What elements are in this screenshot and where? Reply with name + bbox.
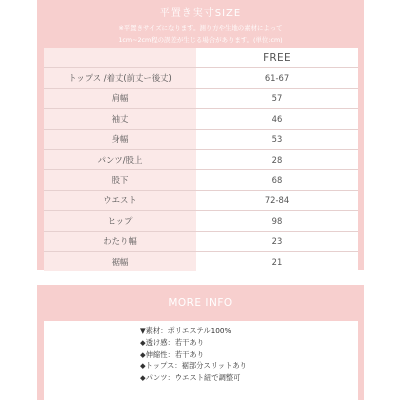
size-note-line-1: ※平置きサイズになります。測り方や生地の素材によって [118,24,283,32]
more-info-item-sheerness: ◆透け感：若干あり [140,337,204,347]
size-row-value: 72-84 [196,190,358,210]
size-table-header-row [44,48,358,68]
size-row-value: 57 [196,88,358,108]
size-row-label: パンツ/股上 [44,149,196,169]
size-row [44,190,358,210]
size-row [44,231,358,251]
size-table-header-blank [44,48,196,68]
more-info-item-stretch: ◆伸縮性：若干あり [140,349,204,359]
more-info-item-pants: ◆パンツ：ウエスト紐で調整可 [140,373,241,383]
size-row-label: わたり幅 [44,231,196,251]
size-row [44,68,358,88]
size-note-line-2: 1cm~2cm程の誤差が生じる場合があります。(単位:cm) [118,36,283,44]
more-info-box [44,321,358,400]
size-row [44,170,358,190]
size-row [44,109,358,129]
size-row-value: 53 [196,129,358,149]
more-info-item-tops: ◆トップス：裾部分スリットあり [140,361,247,371]
size-row [44,211,358,231]
size-row [44,251,358,271]
size-note [37,22,364,46]
size-row-label: 裾幅 [44,251,196,271]
size-row-label: 股下 [44,170,196,190]
size-row-label: 袖丈 [44,109,196,129]
size-column-header: FREE [196,48,358,68]
size-row-value: 68 [196,170,358,190]
size-row [44,129,358,149]
size-row-value: 28 [196,149,358,169]
size-row-value: 21 [196,251,358,271]
more-info-section [37,285,364,400]
size-row-label: 身幅 [44,129,196,149]
size-row [44,149,358,169]
size-table [44,48,358,271]
more-info-title: MORE INFO [168,297,233,309]
size-row-value: 23 [196,231,358,251]
size-section [37,0,364,270]
more-info-list [140,325,247,384]
size-row-value: 46 [196,109,358,129]
more-info-item-material: ▼素材：ポリエステル100% [140,326,232,335]
size-row-label: 肩幅 [44,88,196,108]
size-row-value: 98 [196,211,358,231]
size-row [44,88,358,108]
size-row-label: トップス /着丈(前丈ー後丈) [44,68,196,88]
size-section-title: 平置き実寸SIZE [159,8,242,19]
size-row-value: 61-67 [196,68,358,88]
size-row-label: ヒップ [44,211,196,231]
size-row-label: ウエスト [44,190,196,210]
